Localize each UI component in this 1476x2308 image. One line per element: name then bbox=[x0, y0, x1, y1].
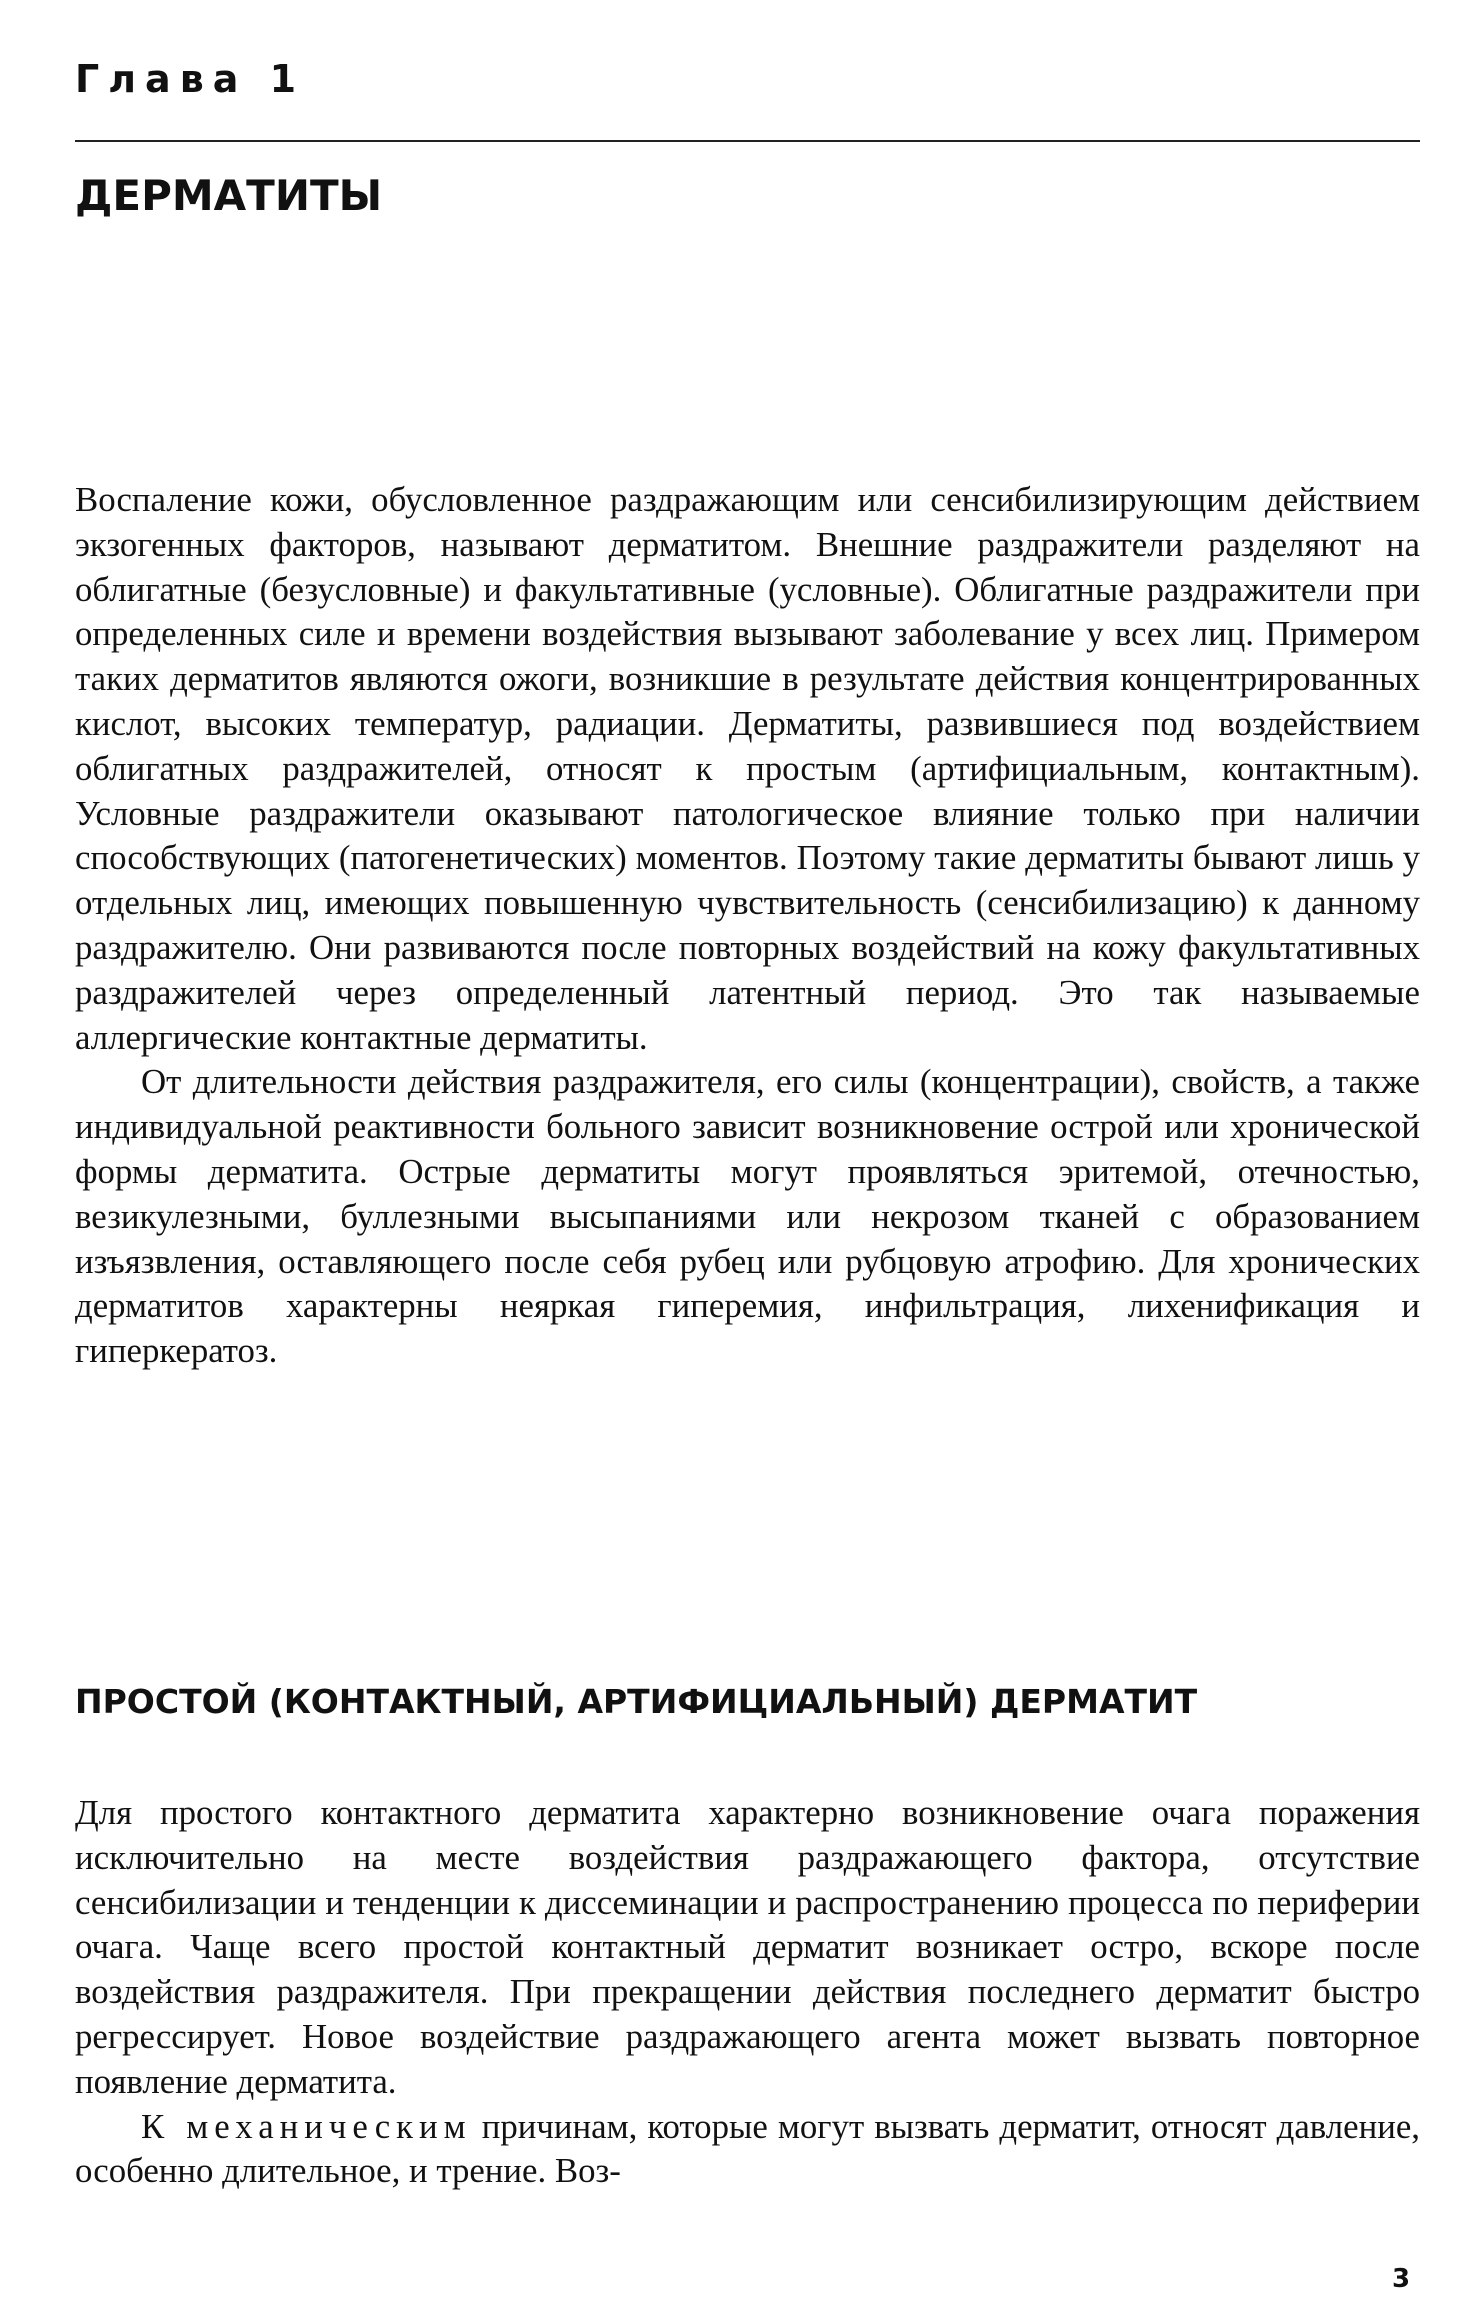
header-divider bbox=[75, 140, 1420, 142]
chapter-label: Глава 1 bbox=[75, 57, 306, 101]
spaced-emphasis: К механическим bbox=[141, 2106, 472, 2146]
section-text bbox=[75, 1791, 1420, 2194]
section-paragraph-1: Для простого контактного дерматита характерно возникновение очага поражения исключительно на месте воздействия раздражающего фактора, отсутствие сенсибилизации и тенденции к диссеминации и распространению процесса по периферии очага. Чаще всего простой контактный дерматит возникает остро, вскоре после воздействия раздражителя. При прекращении действия последнего дерматит быстро регрессирует. Новое воздействие раздражающего агента может вызвать повторное появление дерматита. bbox=[75, 1793, 1420, 2101]
section-heading: ПРОСТОЙ (КОНТАКТНЫЙ, АРТИФИЦИАЛЬНЫЙ) ДЕРМАТИТ bbox=[75, 1682, 1198, 1721]
intro-paragraph-2: От длительности действия раздражителя, его силы (концентрации), свойств, а также индивидуальной реактивности больного зависит возникновение острой или хронической формы дерматита. Острые дерматиты могут проявляться эритемой, отечностью, везикулезными, буллезными высыпаниями или некрозом тканей с образованием изъязвления, оставляющего после себя рубец или рубцовую атрофию. Для хронических дерматитов характерны неяркая гиперемия, инфильтрация, лихенификация и гиперкератоз. bbox=[75, 1062, 1420, 1371]
intro-paragraph-1: Воспаление кожи, обусловленное раздражающим или сенсибилизирующим действием экзогенных факторов, называют дерматитом. Внешние раздражители разделяют на облигатные (безусловные) и факультативные (условные). Облигатные раздражители при определенных силе и времени воздействия вызывают заболевание у всех лиц. Примером таких дерматитов являются ожоги, возникшие в результате действия концентрированных кислот, высоких температур, радиации. Дерматиты, развившиеся под воздействием облигатных раздражителей, относят к простым (артифициальным, контактным). Условные раздражители оказывают патологическое влияние только при наличии способствующих (патогенетических) моментов. Поэтому такие дерматиты бывают лишь у отдельных лиц, имеющих повышенную чувствительность (сенсибилизацию) к данному раздражителю. Они развиваются после повторных воздействий на кожу факультативных раздражителей через определенный латентный период. Это так называемые аллергические контактные дерматиты. bbox=[75, 480, 1420, 1057]
section-paragraph-2-text: причинам, которые могут вызвать дерматит, относят давление, особенно длительное, и трение. Воз- bbox=[75, 2106, 1420, 2191]
section-paragraph-2 bbox=[75, 2105, 1420, 2195]
chapter-title: ДЕРМАТИТЫ bbox=[75, 171, 383, 220]
page-number: 3 bbox=[1392, 2264, 1411, 2294]
intro-text bbox=[75, 478, 1420, 1374]
